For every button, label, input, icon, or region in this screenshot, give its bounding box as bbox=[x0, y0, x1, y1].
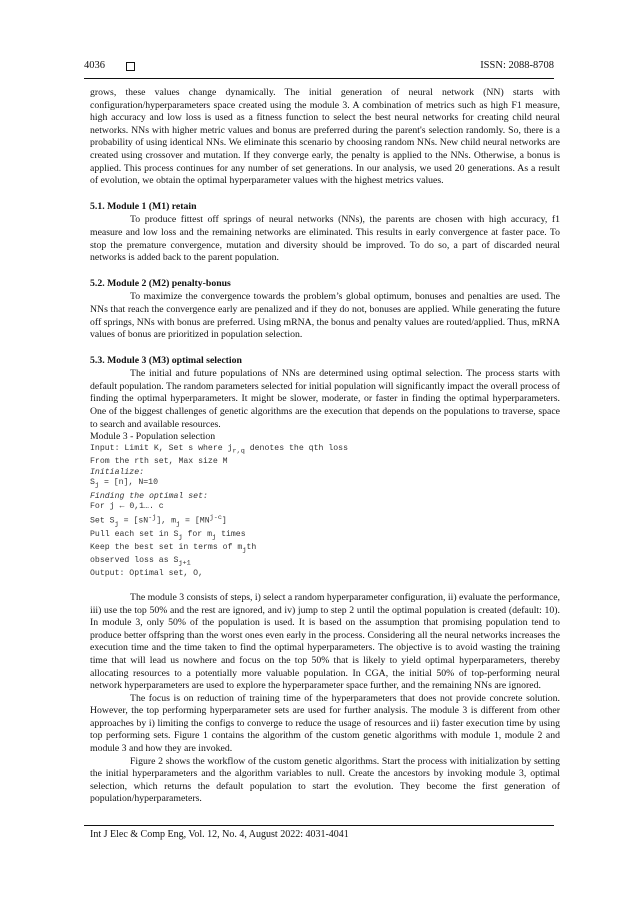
discussion-paragraph-3: Figure 2 shows the workflow of the custom genetic algorithms. Start the process with initialization by setting the initial hyperparameters and the algorithm variables to null. Create the ancestors by invoking module 3, optimal selection, which returns the default population to start the evolution. They become the first generation of population/hyperparameters. bbox=[90, 755, 560, 805]
body-text bbox=[90, 87, 560, 806]
algorithm-listing bbox=[90, 444, 560, 580]
section-heading-5-2: 5.2. Module 2 (M2) penalty-bonus bbox=[90, 277, 231, 289]
algo-line-7: Set $S_j = [sN^{-j}]$, $m_j = [MN^{j-c}]$ bbox=[90, 513, 227, 529]
algo-line-1: Input: Limit K, Set s where $j_{r,q}$ denotes the qth loss bbox=[90, 443, 348, 456]
section-text-5-1: To produce fittest off springs of neural networks (NNs), the parents are chosen with high accuracy, f1 measure and low loss and the remaining networks are eliminated. This results in early convergence at faster pace. To stop the premature convergence, mutation and diversity should be improved. To do so, a part of discarded neural networks is added back to the parent population. bbox=[90, 214, 560, 264]
algo-line-10: observed loss as $S_{j+1}$ bbox=[90, 556, 191, 568]
section-heading-5-1: 5.1. Module 1 (M1) retain bbox=[90, 200, 197, 212]
page-number: 4036 bbox=[84, 60, 105, 71]
discussion-paragraph-1: The module 3 consists of steps, i) select a random hyperparameter configuration, ii) evaluate the performance, iii) use the top 50% and the rest are ignored, and iv) jump to step 2 until the optimal population is created (default: 10). In module 3, only 50% of the population is used. It is based on the assumption that promising population tend to produce better offspring than the worst ones even early in the process. Considering all the neural networks increases the execution time and the time taken to find the optimal hyperparameters. The objective is to avoid wasting the training time that will lead us nowhere and focus on the top 50% that is likely to yield optimal hyperparameters, thereby allocating resources to a potentially more valuable population. In CGA, the initial 50% of top-performing neural network hyperparameters are used to explore the hyperparameter space further, and the remaining NNs are ignored. bbox=[90, 591, 560, 692]
issn-label: ISSN: 2088-8708 bbox=[480, 60, 554, 71]
algorithm-title: Module 3 - Population selection bbox=[90, 431, 216, 443]
algo-line-3: Initialize: bbox=[90, 467, 145, 477]
algo-line-2: From the rth set, Max size M bbox=[90, 457, 228, 467]
section-text-5-2: To maximize the convergence towards the problem’s global optimum, bonuses and penalties are used. The NNs that reach the convergence early are penalized and if they do not, bonuses are applied. While generating the future off springs, NNs with bonus are preferred. Using mRNA, the bonus and penalty values are routed/applied. Thus, mRNA values of bonus are prioritized in population selection. bbox=[90, 291, 560, 341]
algo-line-6: For j ← 0,1…. c bbox=[90, 502, 164, 512]
discussion-paragraph-2: The focus is on reduction of training time of the hyperparameters that does not provide concrete solution. However, the top performing hyperparameter sets are used for further analysis. The module 3 is different from other approaches by i) limiting the configs to converge to reduce the usage of resources and ii) faster execution time by using top performing sets. Figure 1 contains the algorithm of the custom genetic algorithms with module 1, module 2 and module 3 and how they are invoked. bbox=[90, 692, 560, 755]
running-header bbox=[84, 60, 554, 74]
left-arrow-icon: ← bbox=[119, 502, 125, 512]
journal-citation: Int J Elec & Comp Eng, Vol. 12, No. 4, August 2022: 4031-4041 bbox=[90, 829, 349, 840]
algo-line-4: $S_j = [n]$, N=10 bbox=[90, 478, 158, 490]
algo-line-9: Keep the best set in terms of $m_jth$ bbox=[90, 542, 257, 555]
intro-paragraph: grows, these values change dynamically. The initial generation of neural network (NN) starts with configuration/hyperparameters space created using the module 3. A combination of metrics such as high F1 measure, high accuracy and low loss is used as a fitness function to select the best neural networks for creating child neural networks. NNs with higher metric values and bonus are preferred during the parent's selection randomly. So, there is a probability of using identical NNs. We eliminate this scenario by choosing random NNs. New child neural networks are created using crossover and mutation. If they converge early, the penalty is applied to the NNs. Otherwise, a bonus is applied. This process continues for any number of set generations. In our analysis, we used 20 generations. As a result of evolution, we obtain the optimal hyperparameter values with the highest metrics values. bbox=[90, 87, 560, 187]
algo-line-11: Output: Optimal set, O, bbox=[90, 569, 204, 579]
algo-line-5: Finding the optimal set: bbox=[90, 491, 208, 501]
algo-line-8: Pull each set in $S_j$ for $m_j$ times bbox=[90, 529, 246, 542]
footer-rule bbox=[84, 825, 554, 826]
square-bullet-icon bbox=[126, 62, 135, 71]
header-rule bbox=[84, 78, 554, 79]
section-heading-5-3: 5.3. Module 3 (M3) optimal selection bbox=[90, 354, 242, 366]
section-text-5-3: The initial and future populations of NNs are determined using optimal selection. The process starts with default population. The random parameters selected for initial population will significantly impact the overall process of finding the optimal hyperparameters. It might be slower, moderate, or faster in finding the optimal hyperparameters. One of the biggest challenges of genetic algorithms are the execution that depends on the populations to traverse, space to search and available resources. bbox=[90, 368, 560, 430]
